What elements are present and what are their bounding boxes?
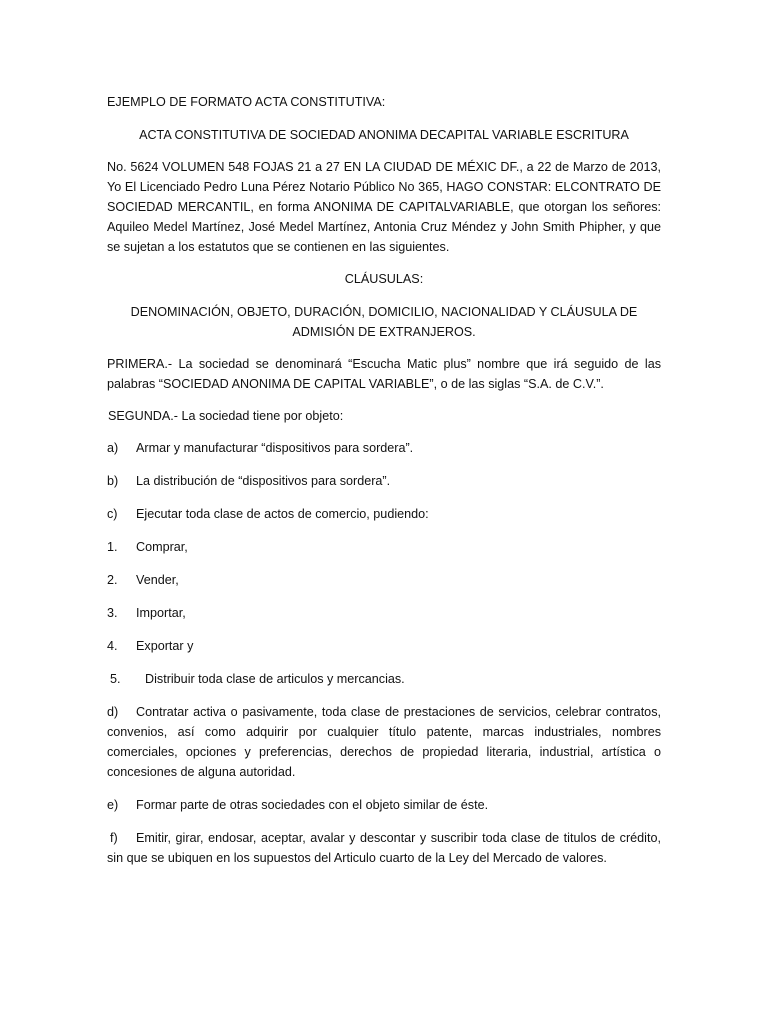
list-marker: c): [107, 507, 118, 521]
clause-f: [107, 828, 661, 868]
list-item-text: Vender,: [136, 573, 179, 587]
clause-e: [107, 795, 661, 815]
clause-f-marker: f): [110, 831, 118, 845]
list-marker: b): [107, 474, 119, 488]
list-marker: 4.: [107, 639, 118, 653]
list-item-text: La distribución de “dispositivos para sordera”.: [136, 474, 391, 488]
list-marker: 2.: [107, 573, 118, 587]
primera-clause: PRIMERA.- La sociedad se denominará “Escucha Matic plus” nombre que irá seguido de las palabras “SOCIEDAD ANONIMA DE CAPITAL VARIABLE”, o de las siglas “S.A. de C.V.”.: [107, 357, 661, 391]
list-marker: a): [107, 441, 119, 455]
list-item-text: Armar y manufacturar “dispositivos para sordera”.: [136, 441, 414, 455]
object-list: [107, 438, 661, 689]
list-marker: 3.: [107, 606, 118, 620]
clause-d-text: Contratar activa o pasivamente, toda clase de prestaciones de servicios, celebrar contratos, convenios, así como adquirir por cualquier título patente, marcas industriales, nombres comerciales, opciones y preferencias, derechos de propiedad literaria, industrial, artística o concesiones de alguna autoridad.: [107, 705, 661, 779]
list-item: [107, 504, 661, 524]
list-item-text: Distribuir toda clase de articulos y mercancias.: [145, 672, 405, 686]
intro-paragraph: No. 5624 VOLUMEN 548 FOJAS 21 a 27 EN LA CIUDAD DE MÉXIC DF., a 22 de Marzo de 2013, Yo El Licenciado Pedro Luna Pérez Notario Público No 365, HAGO CONSTAR: ELCONTRATO DE SOCIEDAD MERCANTIL, en forma ANONIMA DE CAPITALVARIABLE, que otorgan los señores: Aquileo Medel Martínez, José Medel Martínez, Antonia Cruz Méndez y John Smith Phipher, y que se sujetan a los estatutos que se contienen en las siguientes.: [107, 160, 661, 254]
segunda-clause: SEGUNDA.- La sociedad tiene por objeto:: [108, 409, 344, 423]
list-item: [107, 603, 661, 623]
list-item-text: Exportar y: [136, 639, 194, 653]
list-marker: 1.: [107, 540, 118, 554]
clausulas-heading: CLÁUSULAS:: [344, 272, 424, 286]
clause-f-text: Emitir, girar, endosar, aceptar, avalar y descontar y suscribir toda clase de titulos de crédito, sin que se ubiquen en los supuestos del Articulo cuarto de la Ley del Mercado de valores.: [107, 831, 661, 865]
clause-e-text: Formar parte de otras sociedades con el objeto similar de éste.: [136, 798, 489, 812]
list-item: [107, 471, 661, 491]
list-item: [107, 570, 661, 590]
list-item-text: Ejecutar toda clase de actos de comercio, pudiendo:: [136, 507, 429, 521]
list-item-text: Comprar,: [136, 540, 188, 554]
list-item: [107, 669, 661, 689]
list-item: [107, 636, 661, 656]
list-item-text: Importar,: [136, 606, 186, 620]
list-item: [107, 438, 661, 458]
document-heading: ACTA CONSTITUTIVA DE SOCIEDAD ANONIMA DECAPITAL VARIABLE ESCRITURA: [139, 128, 629, 142]
list-marker: 5.: [110, 672, 121, 686]
list-item: [107, 537, 661, 557]
document-title: EJEMPLO DE FORMATO ACTA CONSTITUTIVA:: [107, 95, 386, 109]
clause-d: [107, 702, 661, 782]
clause-d-marker: d): [107, 705, 119, 719]
clausulas-subheading: DENOMINACIÓN, OBJETO, DURACIÓN, DOMICILIO, NACIONALIDAD Y CLÁUSULA DE ADMISIÓN DE EXTRANJEROS.: [130, 305, 638, 339]
clause-e-marker: e): [107, 798, 119, 812]
